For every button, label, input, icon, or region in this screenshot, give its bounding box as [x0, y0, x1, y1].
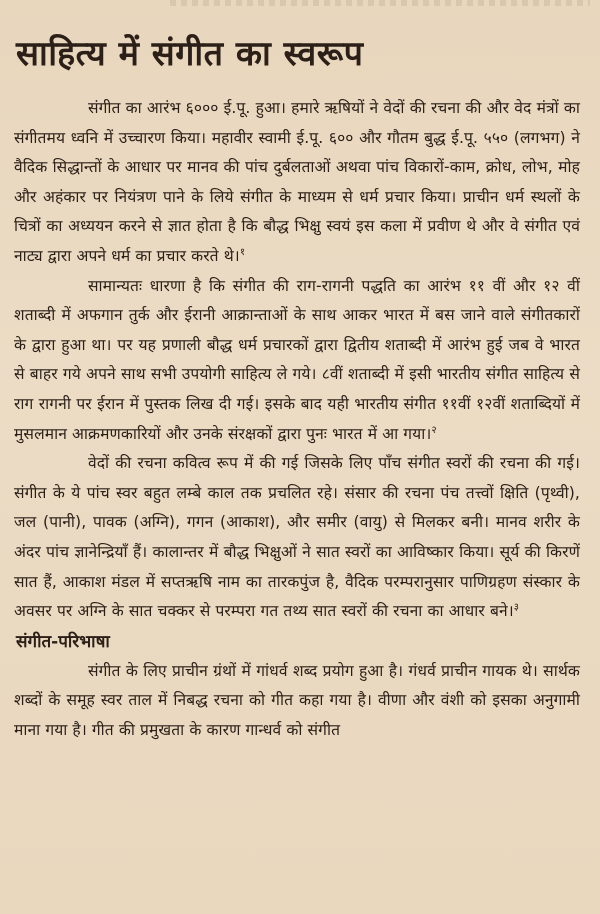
paragraph-2: [14, 272, 580, 450]
section-heading: संगीत-परिभाषा: [16, 631, 110, 652]
paragraph-3-text: वेदों की रचना कवित्व रूप में की गई जिसके लिए पाँच संगीत स्वरों की रचना की गई। संगीत के ये पांच स्वर बहुत लम्बे काल तक प्रचलित रहे। संसार की रचना पंच तत्त्वों क्षिति (पृथ्वी), जल (पानी), पावक (अग्नि), गगन (आकाश), और समीर (वायु) से मिलकर बनी। मानव शरीर के अंदर पांच ज्ञानेन्द्रियाँ हैं। कालान्तर में बौद्ध भिक्षुओं ने सात स्वरों का आविष्कार किया। सूर्य की किरणें सात हैं, आकाश मंडल में सप्तऋषि नाम का तारकपुंज है, वैदिक परम्परानुसार पाणिग्रहण संस्कार के अवसर पर अग्नि के सात चक्कर से परम्परा गत तथ्य सात स्वरों की रचना का आधार बने।: [14, 454, 580, 621]
footnote-marker-2: २: [431, 424, 437, 436]
paragraph-2-text: सामान्यतः धारणा है कि संगीत की राग-रागनी पद्धति का आरंभ ११ वीं और १२ वीं शताब्दी में अफगान तुर्क और ईरानी आक्रान्ताओं के साथ आकर भारत में बस जाने वाले संगीतकारों के द्वारा हुआ था। पर यह प्रणाली बौद्ध धर्म प्रचारकों द्वारा द्वितीय शताब्दी में आरंभ हुई जब वे भारत से बाहर गये अपने साथ सभी उपयोगी साहित्य ले गये। ८वीं शताब्दी में इसी भारतीय संगीत साहित्य से राग रागनी पर ईरान में पुस्तक लिख दी गई। इसके बाद यही भारतीय संगीत ११वीं १२वीं शताब्दियों में मुसलमान आक्रमणकारियों और उनके संरक्षकों द्वारा पुनः भारत में आ गया।: [14, 276, 580, 443]
footnote-marker-1: १: [239, 246, 246, 258]
chapter-title: साहित्य में संगीत का स्वरूप: [16, 34, 364, 74]
bleed-through-text: [170, 0, 590, 6]
section-paragraph: संगीत के लिए प्राचीन ग्रंथों में गांधर्व शब्द प्रयोग हुआ है। गंधर्व प्राचीन गायक थे। सार्थक शब्दों के समूह स्वर ताल में निबद्ध रचना को गीत कहा गया है। वीणा और वंशी को इसका अनुगामी माना गया है। गीत की प्रमुखता के कारण गान्धर्व को संगीत: [14, 661, 580, 739]
paragraph-1-text: संगीत का आरंभ ६००० ई.पू. हुआ। हमारे ऋषियों ने वेदों की रचना की और वेद मंत्रों का संगीतमय ध्वनि में उच्चारण किया। महावीर स्वामी ई.पू. ६०० और गौतम बुद्ध ई.पू. ५५० (लगभग) ने वैदिक सिद्धान्तों के आधार पर मानव की पांच दुर्बलताओं अथवा पांच विकारों-काम, क्रोध, लोभ, मोह और अहंकार पर नियंत्रण पाने के लिये संगीत के माध्यम से धर्म प्रचार किया। प्राचीन धर्म स्थलों के चित्रों का अध्ययन करने से ज्ञात होता है कि बौद्ध भिक्षु स्वयं इस कला में प्रवीण थे और वे संगीत एवं नाट्य द्वारा अपने धर्म का प्रचार करते थे।: [14, 99, 580, 265]
footnote-marker-3: ३: [513, 601, 520, 613]
paragraph-1: [14, 94, 580, 272]
paragraph-3: [14, 449, 580, 627]
